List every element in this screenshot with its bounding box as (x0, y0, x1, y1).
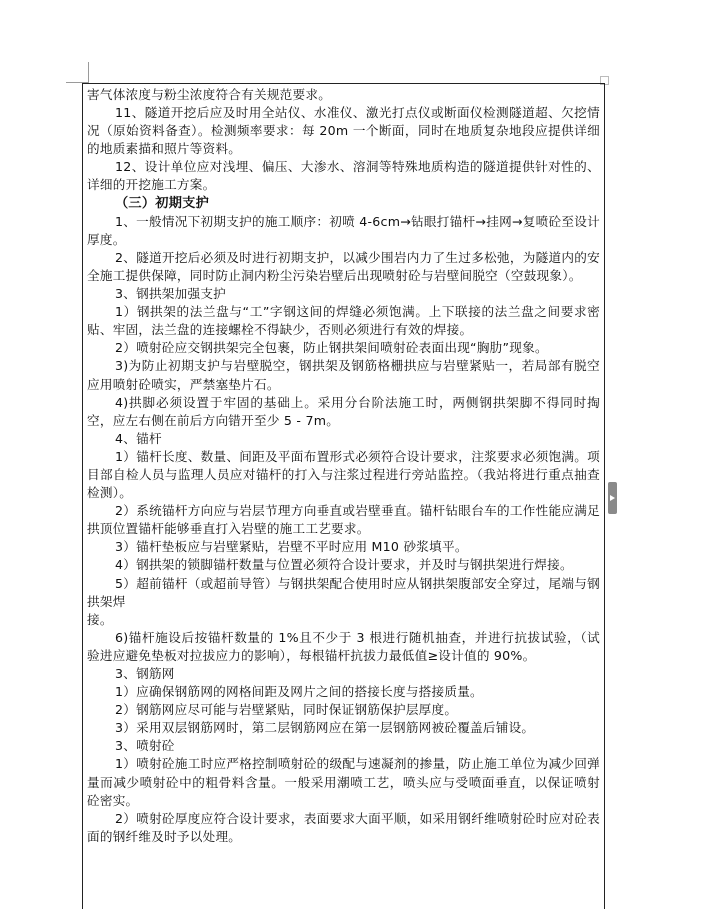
paragraph: 1）锚杆长度、数量、间距及平面布置形式必须符合设计要求，注浆要求必须饱满。项目部自检人员与监理人员应对锚杆的打入与注浆过程进行旁站监控。（我站将进行重点抽查检测）。 (87, 448, 600, 501)
paragraph: 3）采用双层钢筋网时，第二层钢筋网应在第一层钢筋网被砼覆盖后铺设。 (115, 720, 535, 736)
paragraph: 1）应确保钢筋网的网格间距及网片之间的搭接长度与搭接质量。 (115, 684, 483, 700)
expand-arrow-icon[interactable] (608, 482, 617, 514)
table-cell[interactable] (82, 83, 605, 909)
section-heading: （三）初期支护 (115, 195, 210, 211)
paragraph: 1）喷射砼施工时应严格控制喷射砼的级配与速凝剂的掺量，防止施工单位为减少回弹量而减少喷射砼中的粗骨料含量。一般采用潮喷工艺，喷头应与受喷面垂直，以保证喷射砼密实。 (87, 756, 600, 808)
paragraph: 6)锚杆施设后按锚杆数量的 1%且不少于 3 根进行随机抽查，并进行抗拔试验，（试验进应避免垫板对拉拔应力的影响），每根锚杆抗拔力最低值≥设计值的 90%。 (87, 629, 600, 663)
paragraph: 12、设计单位应对浅埋、偏压、大渗水、溶洞等特殊地质构造的隧道提供针对性的、详细的开挖施工方案。 (87, 159, 600, 193)
paragraph: 4、锚杆 (115, 430, 162, 446)
paragraph: 4)拱脚必须设置于牢固的基础上。采用分台阶法施工时，两侧钢拱架脚不得同时掏空，应左右侧在前后方向错开至少 5 - 7m。 (87, 394, 600, 428)
paragraph: 2）喷射砼应交钢拱架完全包裹，防止钢拱架间喷射砼表面出现“胸肋”现象。 (115, 340, 548, 356)
paragraph: 3)为防止初期支护与岩壁脱空，钢拱架及钢筋格栅拱应与岩壁紧贴一，若局部有脱空应用喷射砼喷实，严禁塞垫片石。 (87, 358, 600, 392)
paragraph: 2、隧道开挖后必须及时进行初期支护，以减少围岩内力了生过多松弛，为隧道内的安全施工提供保障，同时防止洞内粉尘污染岩壁后出现喷射砼与岩壁间脱空（空鼓现象）。 (87, 249, 600, 283)
paragraph: 1）钢拱架的法兰盘与“工”字钢这间的焊缝必须饱满。上下联接的法兰盘之间要求密贴、牢固，法兰盘的连接螺栓不得缺少，否则必须进行有效的焊接。 (87, 304, 600, 338)
paragraph: 11、隧道开挖后应及时用全站仪、水准仪、激光打点仪或断面仪检测隧道超、欠挖情况（原始资料备查）。检测频率要求：每 20m 一个断面，同时在地质复杂地段应提供详细的地质素描和照片等资料。 (87, 105, 600, 157)
page-corner-mark (88, 62, 89, 84)
paragraph: 3、钢拱架加强支护 (115, 286, 227, 302)
paragraph: 接。 (87, 611, 113, 627)
paragraph: 2）钢筋网应尽可能与岩壁紧贴，同时保证钢筋保护层厚度。 (115, 702, 458, 718)
paragraph: 3、喷射砼 (115, 738, 175, 754)
paragraph: 4）钢拱架的锁脚锚杆数量与位置必须符合设计要求，并及时与钢拱架进行焊接。 (115, 557, 573, 573)
paragraph: 2）系统锚杆方向应与岩层节理方向垂直或岩壁垂直。锚杆钻眼台车的工作性能应满足拱顶位置锚杆能够垂直打入岩壁的施工工艺要求。 (87, 503, 600, 537)
paragraph: 害气体浓度与粉尘浓度符合有关规范要求。 (87, 87, 332, 102)
paragraph: 2）喷射砼厚度应符合设计要求，表面要求大面平顺，如采用钢纤维喷射砼时应对砼表面的钢纤维及时予以处理。 (87, 810, 600, 844)
paragraph: 1、一般情况下初期支护的施工顺序：初喷 4-6cm→钻眼打锚杆→挂网→复喷砼至设计厚度。 (87, 213, 600, 247)
paragraph: 3）锚杆垫板应与岩壁紧贴，岩壁不平时应用 M10 砂浆填平。 (115, 539, 468, 555)
paragraph: 3、钢筋网 (115, 666, 175, 681)
paragraph: 5）超前锚杆（或超前导管）与钢拱架配合使用时应从钢拱架腹部安全穿过，尾端与钢拱架焊 (87, 575, 600, 609)
